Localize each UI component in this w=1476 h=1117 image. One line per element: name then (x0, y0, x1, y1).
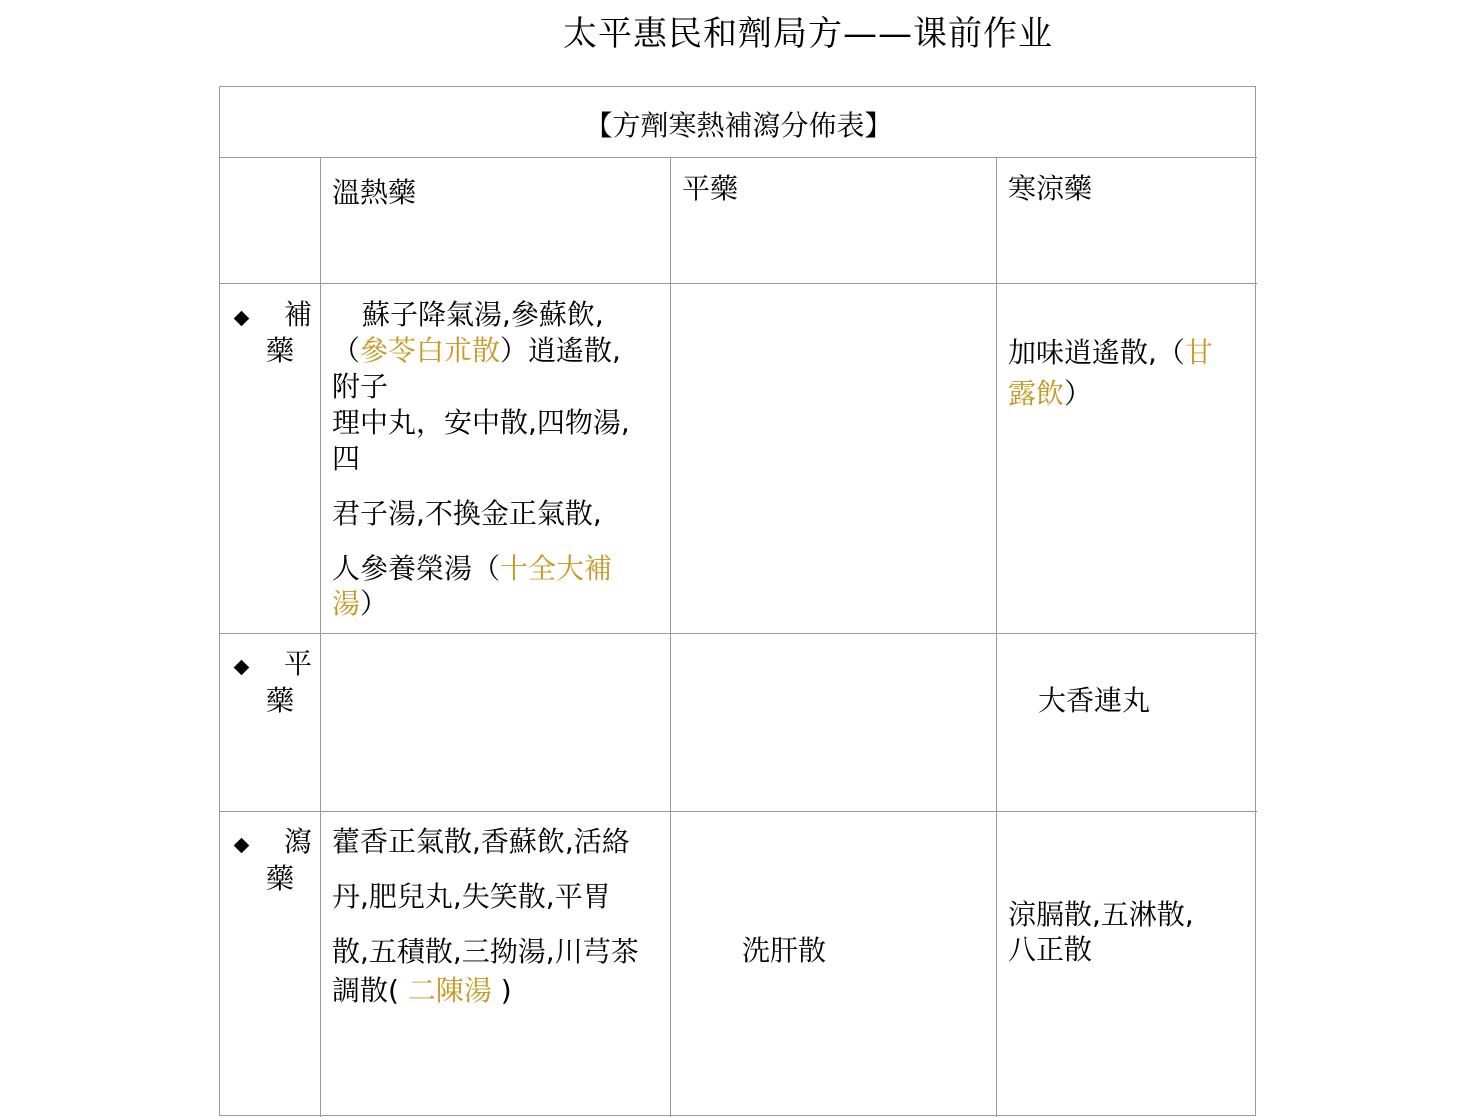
grid-line (320, 157, 321, 1117)
grid-line (996, 157, 997, 1117)
neutral-cold-cell: 大香連丸 (1038, 684, 1151, 717)
column-header-neutral: 平藥 (682, 172, 739, 205)
text-line: 蘇子降氣湯,參蘇飲, (362, 298, 604, 331)
row-label-tonic-2: 藥 (266, 334, 295, 367)
text-line: 人參養榮湯（十全大補 (332, 552, 613, 585)
purge-neutral-cell: 洗肝散 (742, 934, 827, 967)
text-line: 藿香正氣散,香蘇飲,活絡 (332, 825, 630, 858)
text-line: 附子 (332, 370, 389, 403)
text-line: 露飲） (1008, 377, 1093, 410)
table-caption: 【方劑寒熱補瀉分佈表】 (584, 109, 893, 142)
text-line: 湯） (332, 587, 389, 620)
text-line: （參苓白朮散）逍遙散, (332, 334, 621, 367)
row-label-tonic: 補 (284, 298, 313, 331)
grid-line (670, 157, 671, 1117)
row-label-neutral: 平 (284, 647, 313, 680)
text-line: 理中丸，安中散,四物湯, (332, 406, 630, 439)
grid-line (220, 283, 1257, 284)
distribution-table (219, 86, 1256, 1116)
diamond-bullet-icon (234, 660, 250, 676)
text-line: 散,五積散,三拗湯,川芎茶 (332, 935, 639, 968)
grid-line (220, 811, 1257, 812)
diamond-bullet-icon (234, 311, 250, 327)
row-label-purge-2: 藥 (266, 862, 295, 895)
column-header-cold: 寒涼藥 (1008, 172, 1093, 205)
text-line: 涼膈散,五淋散, (1008, 898, 1194, 931)
row-label-purge: 瀉 (284, 825, 313, 858)
row-label-neutral-2: 藥 (266, 684, 295, 717)
diamond-bullet-icon (234, 838, 250, 854)
grid-line (220, 633, 1257, 634)
text-line: 四 (332, 442, 361, 475)
text-line: 八正散 (1008, 933, 1093, 966)
column-header-warm: 溫熱藥 (332, 176, 417, 209)
text-line: 調散( 二陳湯 ) (332, 974, 512, 1007)
text-line: 加味逍遙散,（甘 (1008, 336, 1213, 369)
text-line: 君子湯,不換金正氣散, (332, 497, 602, 530)
grid-line (220, 157, 1257, 158)
text-line: 丹,肥兒丸,失笑散,平胃 (332, 880, 611, 913)
page-title: 太平惠民和劑局方——课前作业 (563, 14, 1053, 54)
